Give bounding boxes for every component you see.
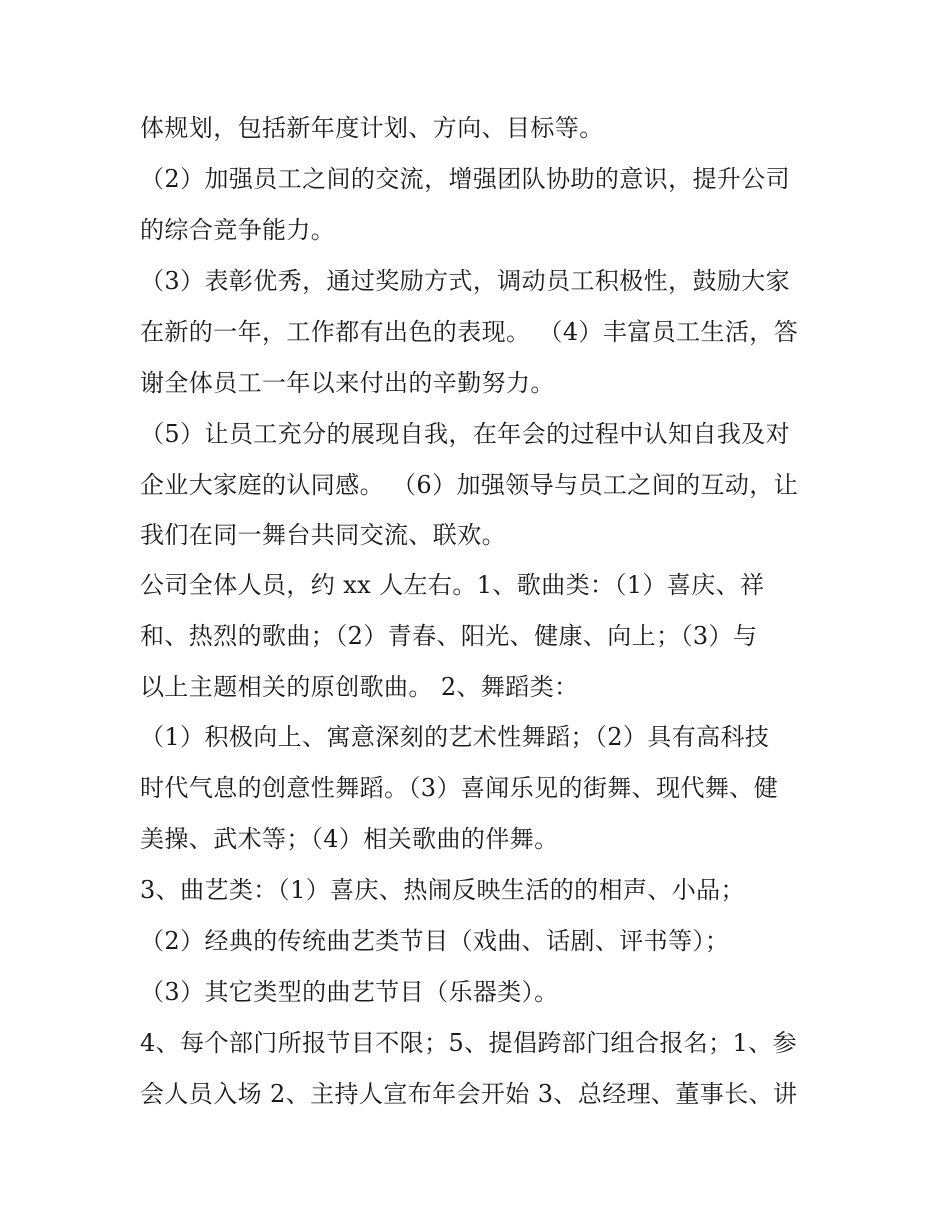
text-line: 3、曲艺类：（1）喜庆、热闹反映生活的的相声、小品；	[140, 876, 745, 904]
text-line: （1）积极向上、寓意深刻的艺术性舞蹈；（2）具有高科技	[140, 723, 770, 751]
text-line: （3）其它类型的曲艺节目（乐器类）。	[140, 978, 559, 1006]
text-line: 会人员入场 2、主持人宣布年会开始 3、总经理、董事长、讲	[140, 1080, 798, 1108]
text-line: 和、热烈的歌曲；（2）青春、阳光、健康、向上；（3）与	[140, 622, 758, 650]
text-line: 体规划，包括新年度计划、方向、目标等。	[140, 114, 604, 142]
text-line: 在新的一年，工作都有出色的表现。 （4）丰富员工生活，答	[140, 318, 799, 346]
text-line: 美操、武术等；（4）相关歌曲的伴舞。	[140, 825, 559, 853]
text-line: 企业大家庭的认同感。 （6）加强领导与员工之间的互动，让	[140, 471, 799, 499]
text-line: 我们在同一舞台共同交流、联欢。	[140, 521, 506, 549]
text-line: 4、每个部门所报节目不限；5、提倡跨部门组合报名；1、参	[140, 1029, 798, 1057]
text-line: （2）经典的传统曲艺类节目（戏曲、话剧、评书等）；	[140, 927, 730, 955]
text-line: （2）加强员工之间的交流，增强团队协助的意识，提升公司	[140, 165, 791, 193]
text-line: 公司全体人员，约 xx 人左右。1、歌曲类：（1）喜庆、祥	[140, 571, 765, 599]
text-line: 时代气息的创意性舞蹈。（3）喜闻乐见的街舞、现代舞、健	[140, 774, 779, 802]
text-line: （5）让员工充分的展现自我，在年会的过程中认知自我及对	[140, 420, 791, 448]
text-line: 以上主题相关的原创歌曲。 2、舞蹈类：	[140, 673, 579, 701]
text-line: 的综合竞争能力。	[140, 216, 336, 244]
text-line: （3）表彰优秀，通过奖励方式，调动员工积极性，鼓励大家	[140, 267, 791, 295]
text-line: 谢全体员工一年以来付出的辛勤努力。	[140, 369, 555, 397]
